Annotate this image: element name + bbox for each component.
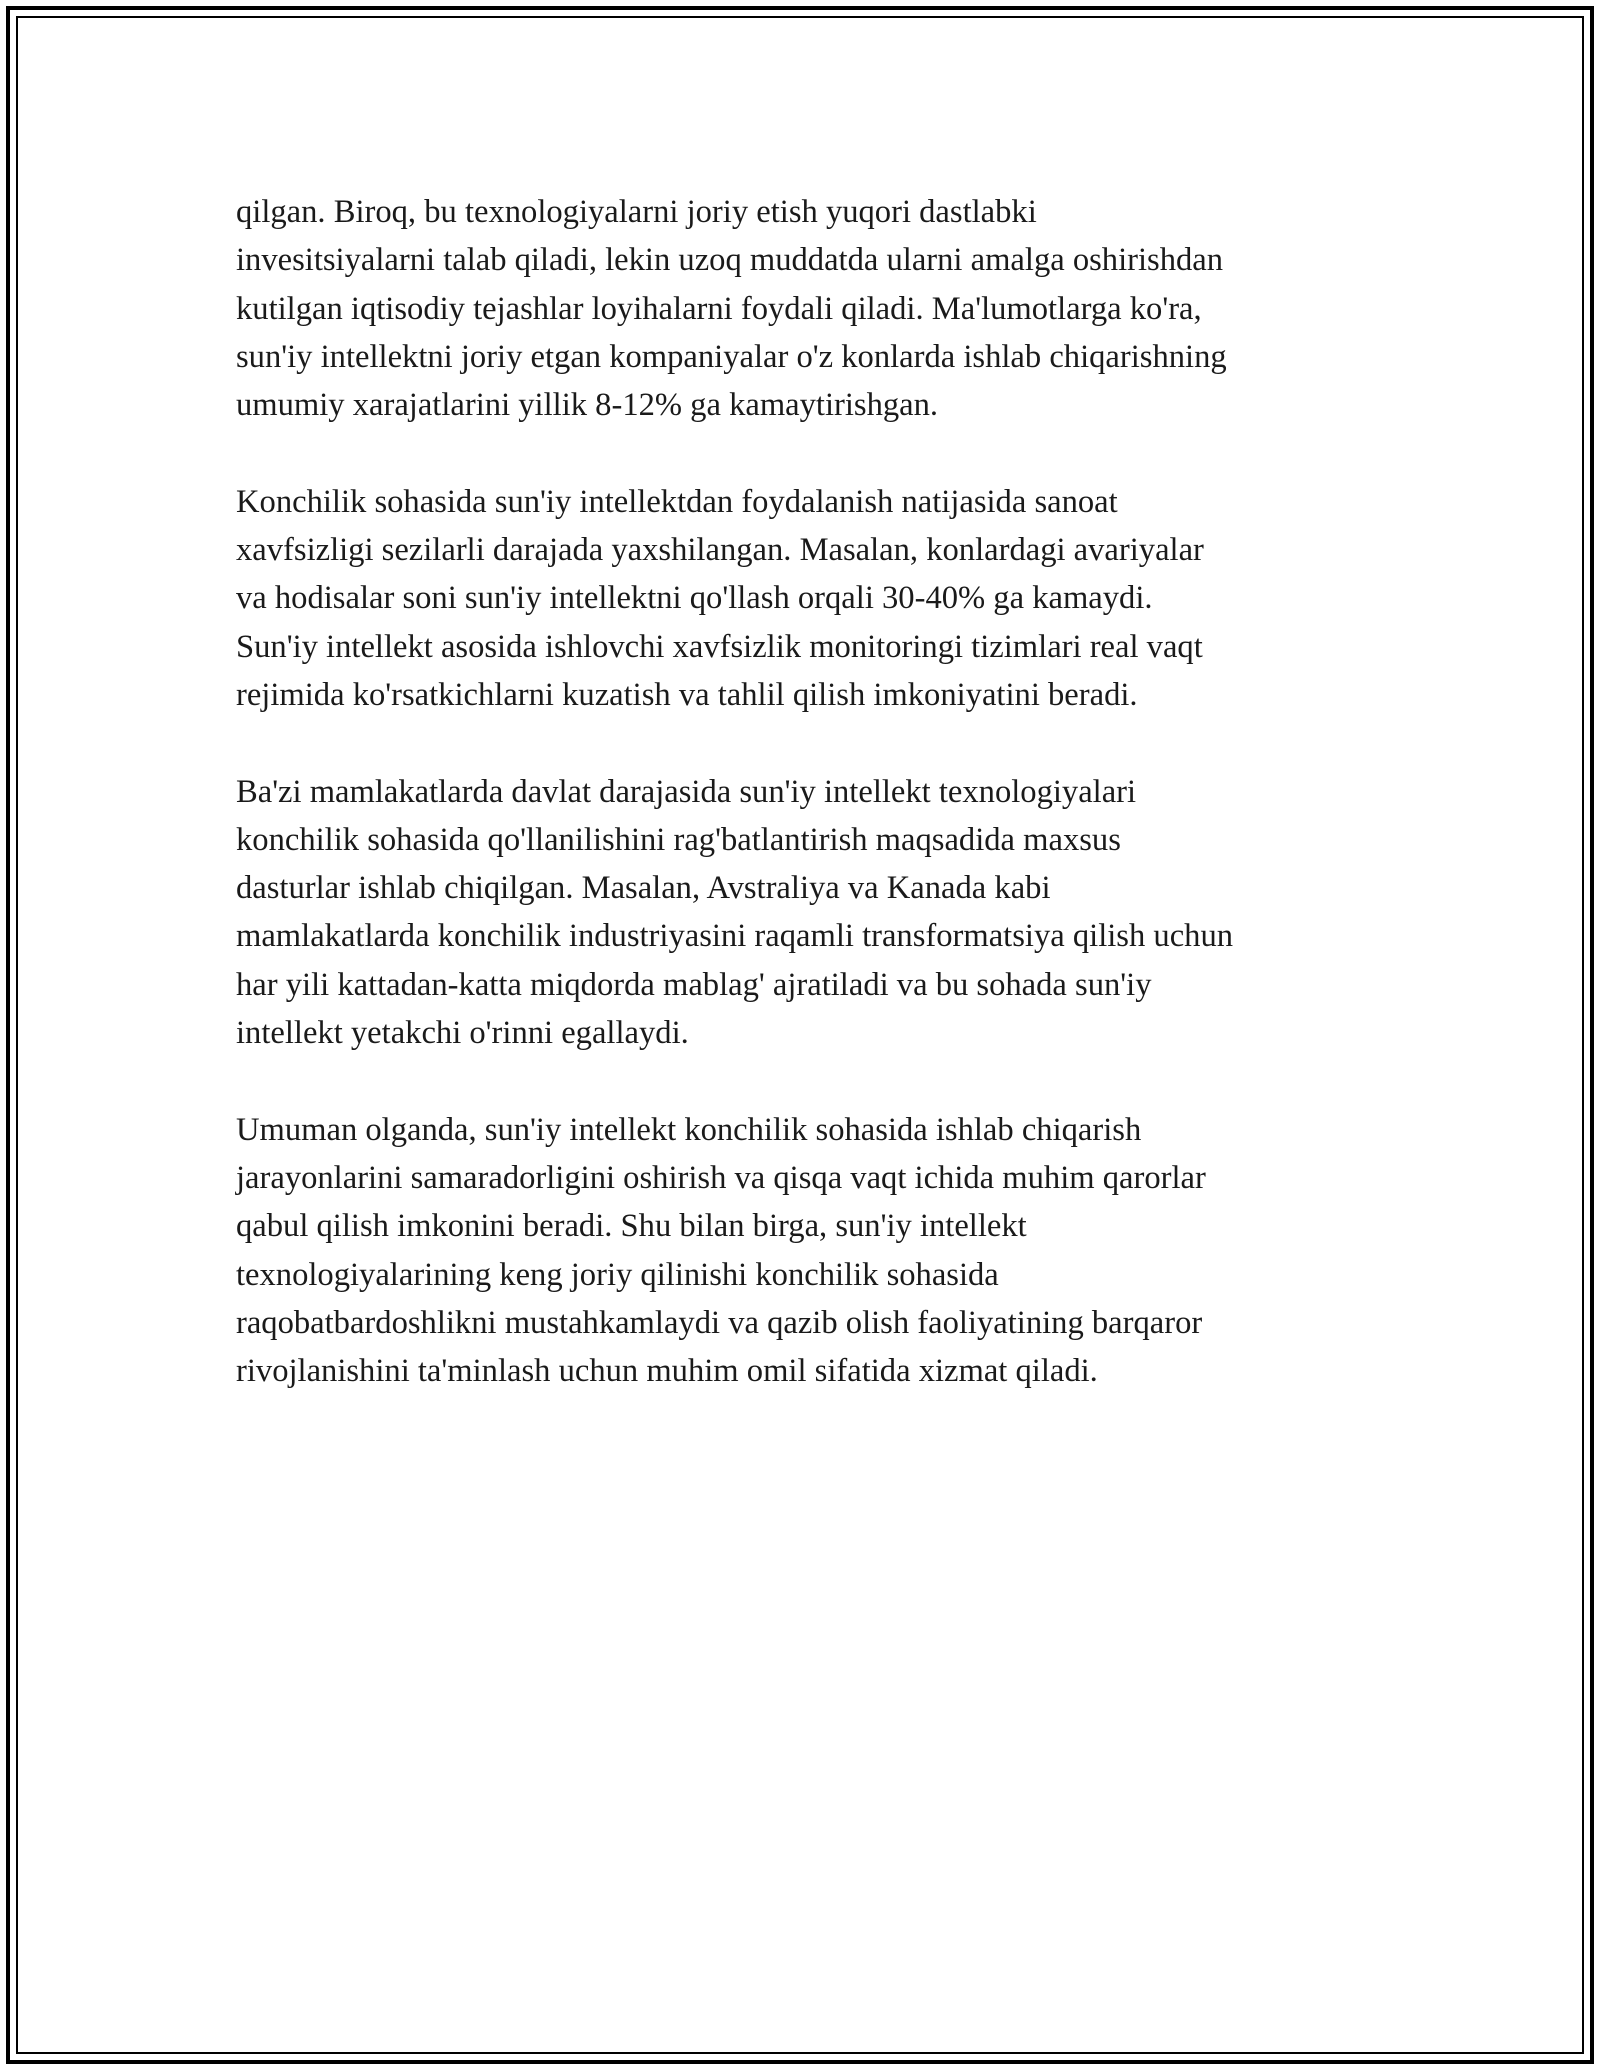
paragraph-line: qilgan. Biroq, bu texnologiyalarni joriy etish yuqori dastlabki — [236, 194, 1037, 230]
paragraph-line: Ba'zi mamlakatlarda davlat darajasida sun'iy intellekt texnologiyalari — [236, 773, 1137, 810]
paragraph-line: dasturlar ishlab chiqilgan. Masalan, Avstraliya va Kanada kabi — [236, 870, 1051, 907]
paragraph-1 — [236, 188, 1376, 429]
paragraph-line: rejimida ko'rsatkichlarni kuzatish va tahlil qilish imkoniyatini beradi. — [236, 676, 1138, 713]
paragraph-line: invesitsiyalarni talab qiladi, lekin uzoq muddatda ularni amalga oshirishdan — [236, 242, 1224, 279]
paragraph-line: jarayonlarini samaradorligini oshirish va qisqa vaqt ichida muhim qarorlar — [236, 1159, 1206, 1196]
document-body — [236, 188, 1376, 1444]
paragraph-line: Konchilik sohasida sun'iy intellektdan foydalanish natijasida sanoat — [236, 483, 1118, 520]
paragraph-line: Sun'iy intellekt asosida ishlovchi xavfsizlik monitoringi tizimlari real vaqt — [236, 628, 1203, 665]
paragraph-line: konchilik sohasida qo'llanilishini rag'batlantirish maqsadida maxsus — [236, 821, 1121, 858]
paragraph-line: va hodisalar soni sun'iy intellektni qo'llash orqali 30-40% ga kamaydi. — [236, 580, 1153, 617]
paragraph-line: qabul qilish imkonini beradi. Shu bilan birga, sun'iy intellekt — [236, 1208, 1027, 1245]
paragraph-line: kutilgan iqtisodiy tejashlar loyihalarni foydali qiladi. Ma'lumotlarga ko'ra, — [236, 290, 1202, 327]
paragraph-line: mamlakatlarda konchilik industriyasini raqamli transformatsiya qilish uchun — [236, 918, 1234, 955]
paragraph-line: sun'iy intellektni joriy etgan kompaniyalar o'z konlarda ishlab chiqarishning — [236, 338, 1227, 375]
paragraph-line: intellekt yetakchi o'rinni egallaydi. — [236, 1015, 689, 1052]
paragraph-line: Umuman olganda, sun'iy intellekt konchilik sohasida ishlab chiqarish — [236, 1111, 1142, 1148]
paragraph-line: rivojlanishini ta'minlash uchun muhim omil sifatida xizmat qiladi. — [236, 1353, 1098, 1390]
paragraph-line: xavfsizligi sezilarli darajada yaxshilangan. Masalan, konlardagi avariyalar — [236, 532, 1204, 569]
paragraph-3 — [236, 768, 1376, 1058]
paragraph-line: umumiy xarajatlarini yillik 8-12% ga kamaytirishgan. — [236, 387, 939, 424]
paragraph-2 — [236, 478, 1376, 719]
paragraph-line: texnologiyalarining keng joriy qilinishi konchilik sohasida — [236, 1256, 999, 1293]
paragraph-line: raqobatbardoshlikni mustahkamlaydi va qazib olish faoliyatining barqaror — [236, 1304, 1203, 1341]
paragraph-line: har yili kattadan-katta miqdorda mablag' ajratiladi va bu sohada sun'iy — [236, 966, 1152, 1003]
paragraph-4 — [236, 1106, 1376, 1396]
